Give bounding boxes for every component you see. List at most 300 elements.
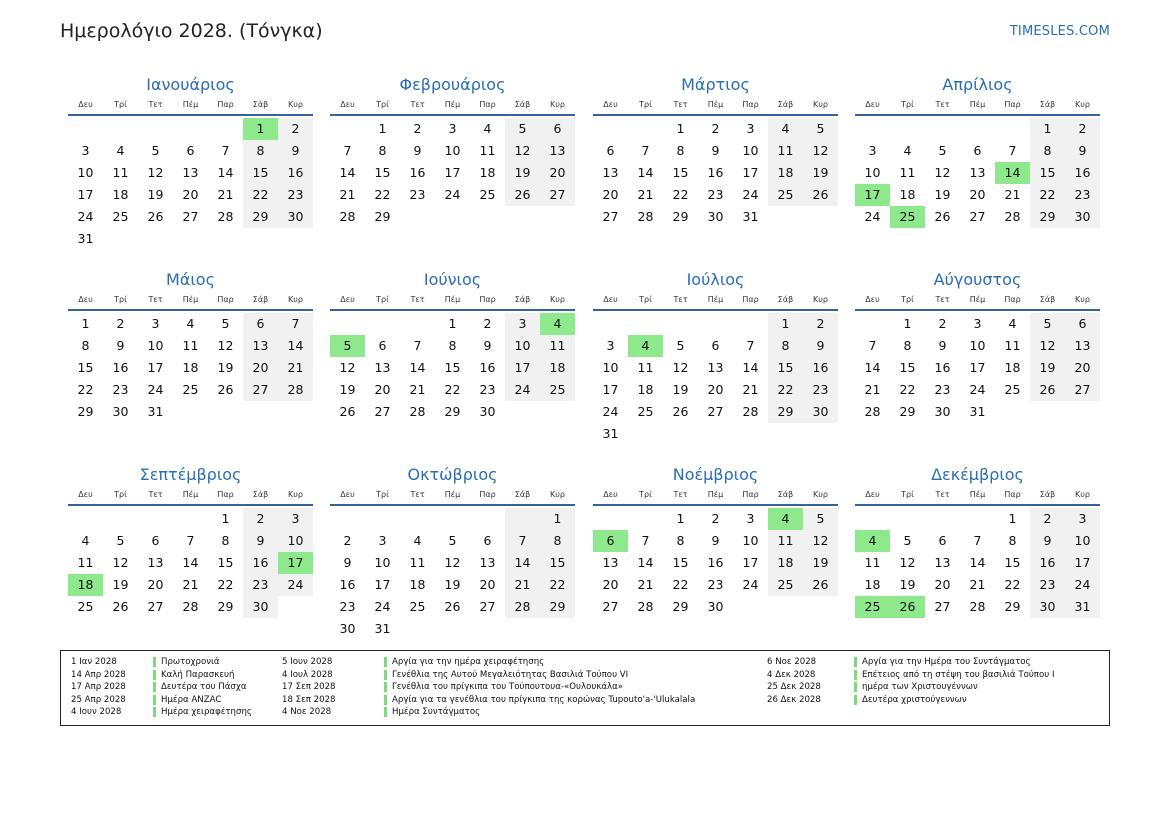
empty-cell bbox=[960, 508, 995, 530]
empty-cell bbox=[243, 228, 278, 250]
holiday-date: 14 Απρ 2028 bbox=[71, 669, 126, 680]
day-cell: 22 bbox=[217, 577, 234, 592]
empty-cell bbox=[890, 118, 925, 140]
weekday-label: Κυρ bbox=[550, 295, 565, 304]
day-cell: 13 bbox=[707, 360, 724, 375]
day-cell: 13 bbox=[1065, 335, 1100, 357]
day-cell: 19 bbox=[147, 187, 164, 202]
weekday-label: Σάβ bbox=[1039, 490, 1056, 499]
day-cell: 12 bbox=[803, 530, 838, 552]
holiday-day: 17 bbox=[278, 552, 313, 574]
weekday-header bbox=[68, 490, 313, 506]
empty-cell bbox=[768, 423, 803, 445]
day-cell: 14 bbox=[637, 165, 654, 180]
day-cell: 13 bbox=[374, 360, 391, 375]
day-cell: 30 bbox=[1065, 206, 1100, 228]
day-cell: 21 bbox=[864, 382, 881, 397]
day-cell: 4 bbox=[903, 143, 912, 158]
weekday-label: Σάβ bbox=[1039, 100, 1056, 109]
day-cell: 17 bbox=[1065, 552, 1100, 574]
day-cell: 14 bbox=[969, 555, 986, 570]
month-block bbox=[68, 74, 313, 250]
day-cell: 28 bbox=[637, 599, 654, 614]
weekday-label: Πέμ bbox=[969, 100, 986, 109]
day-cell: 9 bbox=[1065, 140, 1100, 162]
empty-cell bbox=[733, 313, 768, 335]
day-cell: 17 bbox=[374, 577, 391, 592]
day-cell: 14 bbox=[505, 552, 540, 574]
holiday-day: 18 bbox=[68, 574, 103, 596]
day-cell: 1 bbox=[676, 511, 685, 526]
day-cell: 15 bbox=[77, 360, 94, 375]
holiday-date: 4 Νοε 2028 bbox=[282, 707, 332, 718]
day-cell: 17 bbox=[742, 555, 759, 570]
day-cell: 19 bbox=[112, 577, 129, 592]
empty-cell bbox=[103, 508, 138, 530]
day-cell: 16 bbox=[479, 360, 496, 375]
empty-cell bbox=[505, 508, 540, 530]
holiday-name: Δευτέρα χριστούγεννων bbox=[862, 694, 967, 705]
day-cell: 25 bbox=[540, 379, 575, 401]
day-cell: 9 bbox=[803, 335, 838, 357]
day-cell: 1 bbox=[1030, 118, 1065, 140]
holiday-day: 26 bbox=[890, 596, 925, 618]
holiday-marker bbox=[854, 670, 857, 680]
holiday-marker bbox=[854, 682, 857, 692]
page-title: Ημερολόγιο 2028. (Τόνγκα) bbox=[60, 20, 323, 42]
holiday-day: 6 bbox=[593, 530, 628, 552]
day-cell: 26 bbox=[934, 209, 951, 224]
day-cell: 20 bbox=[374, 382, 391, 397]
weekday-label: Δευ bbox=[865, 100, 880, 109]
weekday-header bbox=[330, 100, 575, 116]
day-cell: 9 bbox=[278, 140, 313, 162]
empty-cell bbox=[278, 596, 313, 618]
day-cell: 21 bbox=[278, 357, 313, 379]
weekday-label: Τρί bbox=[376, 100, 389, 109]
day-cell: 26 bbox=[672, 404, 689, 419]
empty-cell bbox=[470, 508, 505, 530]
empty-cell bbox=[803, 423, 838, 445]
weekday-label: Κυρ bbox=[288, 100, 303, 109]
day-cell: 11 bbox=[479, 143, 496, 158]
weekday-label: Τρί bbox=[376, 295, 389, 304]
day-cell: 18 bbox=[1004, 360, 1021, 375]
holiday-day: 4 bbox=[540, 313, 575, 335]
day-cell: 30 bbox=[278, 206, 313, 228]
day-cell: 18 bbox=[637, 382, 654, 397]
month-title: Δεκέμβριος bbox=[931, 465, 1024, 484]
month-block bbox=[593, 269, 838, 445]
weekday-label: Τετ bbox=[935, 100, 950, 109]
empty-cell bbox=[208, 228, 243, 250]
holiday-name: Δευτέρα του Πάσχα bbox=[161, 682, 247, 693]
day-cell: 22 bbox=[672, 187, 689, 202]
days-grid bbox=[593, 313, 838, 445]
day-cell: 25 bbox=[409, 599, 426, 614]
empty-cell bbox=[173, 508, 208, 530]
day-cell: 16 bbox=[707, 165, 724, 180]
day-cell: 24 bbox=[278, 574, 313, 596]
day-cell: 27 bbox=[374, 404, 391, 419]
day-cell: 8 bbox=[243, 140, 278, 162]
day-cell: 18 bbox=[409, 577, 426, 592]
day-cell: 1 bbox=[903, 316, 912, 331]
month-title: Μάιος bbox=[166, 270, 215, 289]
empty-cell bbox=[68, 118, 103, 140]
day-cell: 20 bbox=[479, 577, 496, 592]
day-cell: 7 bbox=[505, 530, 540, 552]
empty-cell bbox=[243, 401, 278, 423]
day-cell: 10 bbox=[602, 360, 619, 375]
day-cell: 25 bbox=[637, 404, 654, 419]
empty-cell bbox=[470, 618, 505, 640]
empty-cell bbox=[925, 508, 960, 530]
day-cell: 29 bbox=[1004, 599, 1021, 614]
holiday-day: 25 bbox=[890, 206, 925, 228]
days-grid bbox=[68, 118, 313, 250]
day-cell: 24 bbox=[742, 577, 759, 592]
day-cell: 11 bbox=[768, 530, 803, 552]
holiday-date: 26 Δεκ 2028 bbox=[767, 694, 821, 705]
day-cell: 28 bbox=[864, 404, 881, 419]
month-block bbox=[855, 269, 1100, 423]
empty-cell bbox=[435, 618, 470, 640]
weekday-header bbox=[68, 295, 313, 311]
empty-cell bbox=[138, 508, 173, 530]
day-cell: 8 bbox=[768, 335, 803, 357]
day-cell: 24 bbox=[602, 404, 619, 419]
day-cell: 25 bbox=[768, 184, 803, 206]
weekday-header bbox=[68, 100, 313, 116]
weekday-label: Σάβ bbox=[252, 295, 269, 304]
days-grid bbox=[330, 118, 575, 228]
weekday-label: Κυρ bbox=[288, 490, 303, 499]
day-cell: 5 bbox=[903, 533, 912, 548]
day-cell: 7 bbox=[278, 313, 313, 335]
day-cell: 8 bbox=[378, 143, 387, 158]
day-cell: 25 bbox=[768, 574, 803, 596]
weekday-label: Τρί bbox=[901, 490, 914, 499]
day-cell: 23 bbox=[707, 577, 724, 592]
day-cell: 29 bbox=[1030, 206, 1065, 228]
day-cell: 12 bbox=[899, 555, 916, 570]
day-cell: 19 bbox=[1030, 357, 1065, 379]
day-cell: 8 bbox=[81, 338, 90, 353]
day-cell: 28 bbox=[278, 379, 313, 401]
day-cell: 20 bbox=[182, 187, 199, 202]
holiday-marker bbox=[384, 657, 387, 667]
holiday-day: 4 bbox=[768, 508, 803, 530]
empty-cell bbox=[1030, 401, 1065, 423]
day-cell: 3 bbox=[81, 143, 90, 158]
day-cell: 5 bbox=[676, 338, 685, 353]
day-cell: 6 bbox=[973, 143, 982, 158]
days-grid bbox=[330, 508, 575, 640]
day-cell: 20 bbox=[540, 162, 575, 184]
day-cell: 24 bbox=[374, 599, 391, 614]
day-cell: 3 bbox=[448, 121, 457, 136]
day-cell: 31 bbox=[374, 621, 391, 636]
day-cell: 12 bbox=[1030, 335, 1065, 357]
weekday-label: Κυρ bbox=[550, 490, 565, 499]
day-cell: 31 bbox=[602, 426, 619, 441]
day-cell: 21 bbox=[182, 577, 199, 592]
holiday-marker bbox=[153, 707, 156, 717]
day-cell: 25 bbox=[77, 599, 94, 614]
weekday-label: Κυρ bbox=[288, 295, 303, 304]
weekday-label: Σάβ bbox=[252, 100, 269, 109]
weekday-label: Κυρ bbox=[1075, 490, 1090, 499]
day-cell: 28 bbox=[969, 599, 986, 614]
empty-cell bbox=[365, 313, 400, 335]
day-cell: 21 bbox=[742, 382, 759, 397]
day-cell: 12 bbox=[339, 360, 356, 375]
empty-cell bbox=[768, 596, 803, 618]
day-cell: 23 bbox=[243, 574, 278, 596]
day-cell: 31 bbox=[969, 404, 986, 419]
weekday-label: Πέμ bbox=[969, 490, 986, 499]
empty-cell bbox=[628, 118, 663, 140]
weekday-label: Τετ bbox=[410, 490, 425, 499]
empty-cell bbox=[435, 206, 470, 228]
day-cell: 11 bbox=[768, 140, 803, 162]
weekday-label: Σάβ bbox=[514, 100, 531, 109]
day-cell: 9 bbox=[1030, 530, 1065, 552]
days-grid bbox=[593, 118, 838, 228]
weekday-label: Κυρ bbox=[550, 100, 565, 109]
day-cell: 1 bbox=[768, 313, 803, 335]
empty-cell bbox=[733, 596, 768, 618]
day-cell: 3 bbox=[606, 338, 615, 353]
empty-cell bbox=[400, 313, 435, 335]
weekday-label: Τετ bbox=[148, 100, 163, 109]
day-cell: 27 bbox=[1065, 379, 1100, 401]
day-cell: 9 bbox=[711, 143, 720, 158]
day-cell: 17 bbox=[444, 165, 461, 180]
day-cell: 23 bbox=[479, 382, 496, 397]
holiday-name: Γενέθλια της Αυτού Μεγαλειότητας Βασιλιά Τούπου VI bbox=[392, 669, 629, 680]
day-cell: 13 bbox=[934, 555, 951, 570]
empty-cell bbox=[278, 228, 313, 250]
empty-cell bbox=[995, 118, 1030, 140]
day-cell: 27 bbox=[602, 209, 619, 224]
holiday-date: 5 Ιουν 2028 bbox=[282, 657, 333, 667]
weekday-label: Δευ bbox=[340, 490, 355, 499]
day-cell: 6 bbox=[540, 118, 575, 140]
month-block bbox=[68, 464, 313, 618]
weekday-label: Πέμ bbox=[707, 295, 724, 304]
holiday-day: 17 bbox=[855, 184, 890, 206]
day-cell: 2 bbox=[343, 533, 352, 548]
holiday-day: 4 bbox=[628, 335, 663, 357]
holiday-name: Γενέθλια του πρίγκιπα του Τούπουτουα-«Ουλουκάλα» bbox=[392, 682, 624, 693]
day-cell: 3 bbox=[868, 143, 877, 158]
day-cell: 7 bbox=[641, 143, 650, 158]
holiday-marker bbox=[153, 670, 156, 680]
empty-cell bbox=[803, 206, 838, 228]
day-cell: 6 bbox=[606, 143, 615, 158]
day-cell: 29 bbox=[899, 404, 916, 419]
day-cell: 16 bbox=[1065, 162, 1100, 184]
day-cell: 27 bbox=[540, 184, 575, 206]
day-cell: 29 bbox=[217, 599, 234, 614]
weekday-label: Πέμ bbox=[707, 490, 724, 499]
day-cell: 28 bbox=[637, 209, 654, 224]
weekday-label: Πέμ bbox=[444, 100, 461, 109]
day-cell: 22 bbox=[540, 574, 575, 596]
day-cell: 7 bbox=[868, 338, 877, 353]
day-cell: 2 bbox=[1065, 118, 1100, 140]
day-cell: 1 bbox=[378, 121, 387, 136]
site-link[interactable]: TIMESLES.COM bbox=[1009, 24, 1110, 39]
day-cell: 27 bbox=[934, 599, 951, 614]
days-grid bbox=[68, 313, 313, 423]
weekday-label: Κυρ bbox=[813, 295, 828, 304]
holiday-name: Αργία για την ημέρα χειραφέτησης bbox=[392, 657, 545, 667]
day-cell: 2 bbox=[243, 508, 278, 530]
weekday-label: Παρ bbox=[479, 100, 496, 109]
weekday-label: Πέμ bbox=[182, 490, 199, 499]
day-cell: 9 bbox=[413, 143, 422, 158]
day-cell: 29 bbox=[77, 404, 94, 419]
day-cell: 13 bbox=[969, 165, 986, 180]
day-cell: 24 bbox=[1065, 574, 1100, 596]
day-cell: 10 bbox=[505, 335, 540, 357]
day-cell: 23 bbox=[1065, 184, 1100, 206]
weekday-label: Τετ bbox=[410, 100, 425, 109]
empty-cell bbox=[925, 118, 960, 140]
holiday-marker bbox=[384, 695, 387, 705]
day-cell: 14 bbox=[409, 360, 426, 375]
weekday-header bbox=[330, 295, 575, 311]
day-cell: 27 bbox=[479, 599, 496, 614]
day-cell: 16 bbox=[278, 162, 313, 184]
day-cell: 8 bbox=[540, 530, 575, 552]
day-cell: 5 bbox=[803, 118, 838, 140]
month-block bbox=[330, 269, 575, 423]
day-cell: 5 bbox=[221, 316, 230, 331]
month-title: Μάρτιος bbox=[681, 75, 750, 94]
holiday-name: Επέτειος από τη στέψη του βασιλιά Τούπου I bbox=[862, 669, 1055, 680]
day-cell: 12 bbox=[112, 555, 129, 570]
day-cell: 18 bbox=[768, 552, 803, 574]
weekday-label: Τετ bbox=[935, 490, 950, 499]
day-cell: 20 bbox=[1065, 357, 1100, 379]
day-cell: 29 bbox=[540, 596, 575, 618]
day-cell: 28 bbox=[409, 404, 426, 419]
day-cell: 17 bbox=[742, 165, 759, 180]
day-cell: 21 bbox=[339, 187, 356, 202]
day-cell: 11 bbox=[409, 555, 426, 570]
weekday-label: Δευ bbox=[340, 100, 355, 109]
day-cell: 7 bbox=[973, 533, 982, 548]
empty-cell bbox=[698, 313, 733, 335]
day-cell: 23 bbox=[707, 187, 724, 202]
day-cell: 30 bbox=[934, 404, 951, 419]
month-title: Σεπτέμβριος bbox=[139, 465, 242, 484]
holiday-marker bbox=[854, 695, 857, 705]
empty-cell bbox=[593, 118, 628, 140]
day-cell: 17 bbox=[77, 187, 94, 202]
weekday-label: Τρί bbox=[376, 490, 389, 499]
day-cell: 18 bbox=[540, 357, 575, 379]
empty-cell bbox=[628, 423, 663, 445]
day-cell: 24 bbox=[444, 187, 461, 202]
day-cell: 7 bbox=[746, 338, 755, 353]
day-cell: 3 bbox=[746, 121, 755, 136]
weekday-label: Παρ bbox=[742, 295, 759, 304]
day-cell: 16 bbox=[707, 555, 724, 570]
holiday-day: 5 bbox=[330, 335, 365, 357]
day-cell: 16 bbox=[339, 577, 356, 592]
day-cell: 13 bbox=[540, 140, 575, 162]
holiday-name: Αργία για τα γενέθλια του πρίγκιπα της κορώνας Tupouto'a-'Ulukalala bbox=[392, 694, 696, 705]
day-cell: 9 bbox=[711, 533, 720, 548]
day-cell: 11 bbox=[540, 335, 575, 357]
empty-cell bbox=[470, 206, 505, 228]
day-cell: 13 bbox=[602, 165, 619, 180]
weekday-label: Κυρ bbox=[1075, 295, 1090, 304]
day-cell: 3 bbox=[151, 316, 160, 331]
day-cell: 10 bbox=[278, 530, 313, 552]
weekday-label: Τρί bbox=[639, 295, 652, 304]
day-cell: 30 bbox=[707, 209, 724, 224]
day-cell: 23 bbox=[803, 379, 838, 401]
empty-cell bbox=[803, 596, 838, 618]
empty-cell bbox=[855, 118, 890, 140]
day-cell: 5 bbox=[116, 533, 125, 548]
day-cell: 16 bbox=[112, 360, 129, 375]
day-cell: 25 bbox=[1004, 382, 1021, 397]
day-cell: 28 bbox=[339, 209, 356, 224]
holiday-name: Πρωτοχρονιά bbox=[161, 657, 220, 667]
day-cell: 27 bbox=[707, 404, 724, 419]
day-cell: 22 bbox=[899, 382, 916, 397]
weekday-label: Σάβ bbox=[1039, 295, 1056, 304]
day-cell: 6 bbox=[711, 338, 720, 353]
day-cell: 10 bbox=[374, 555, 391, 570]
weekday-label: Τετ bbox=[673, 490, 688, 499]
weekday-label: Τρί bbox=[901, 295, 914, 304]
empty-cell bbox=[173, 401, 208, 423]
days-grid bbox=[855, 118, 1100, 228]
weekday-label: Παρ bbox=[217, 100, 234, 109]
day-cell: 10 bbox=[742, 143, 759, 158]
day-cell: 23 bbox=[1030, 574, 1065, 596]
day-cell: 5 bbox=[1030, 313, 1065, 335]
empty-cell bbox=[505, 401, 540, 423]
day-cell: 23 bbox=[409, 187, 426, 202]
empty-cell bbox=[400, 508, 435, 530]
day-cell: 11 bbox=[112, 165, 129, 180]
day-cell: 27 bbox=[969, 209, 986, 224]
day-cell: 16 bbox=[243, 552, 278, 574]
day-cell: 30 bbox=[803, 401, 838, 423]
weekday-header bbox=[593, 295, 838, 311]
holiday-day: 25 bbox=[855, 596, 890, 618]
day-cell: 10 bbox=[1065, 530, 1100, 552]
holiday-name: Καλή Παρασκευή bbox=[161, 669, 235, 680]
empty-cell bbox=[890, 508, 925, 530]
day-cell: 6 bbox=[1065, 313, 1100, 335]
day-cell: 15 bbox=[444, 360, 461, 375]
day-cell: 11 bbox=[1004, 338, 1021, 353]
day-cell: 30 bbox=[707, 599, 724, 614]
weekday-label: Παρ bbox=[1004, 490, 1021, 499]
month-title: Ιανουάριος bbox=[146, 75, 235, 94]
day-cell: 22 bbox=[1030, 184, 1065, 206]
